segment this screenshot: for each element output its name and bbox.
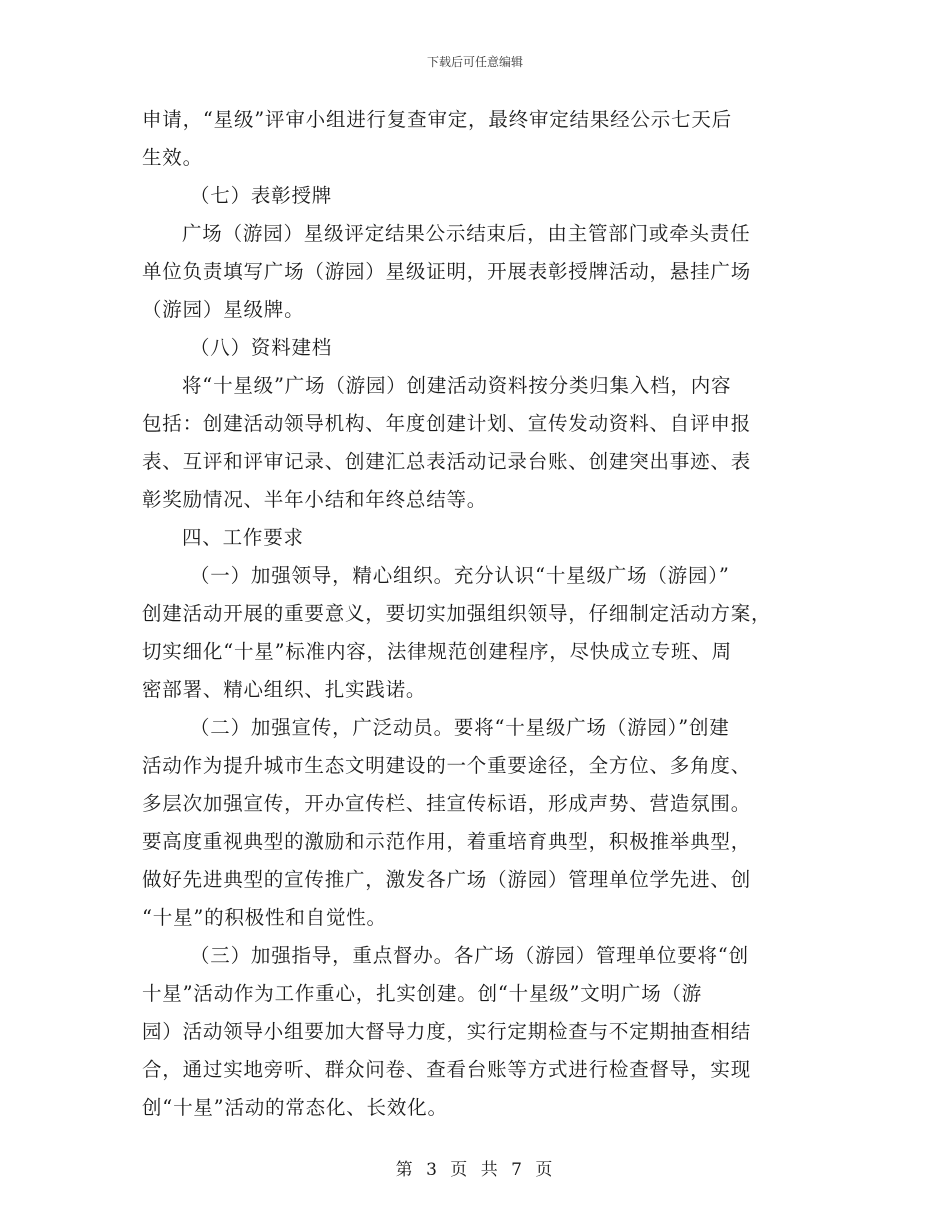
text-line: 彰奖励情况、半年小结和年终总结等。	[142, 488, 488, 511]
text-line: 申请，“星级”评审小组进行复查审定，最终审定结果经公示七天后	[142, 108, 732, 131]
text-line: 园）活动领导小组要加大督导力度，实行定期检查与不定期抽查相结	[142, 1020, 752, 1043]
text-line: 包括：创建活动领导机构、年度创建计划、宣传发动资料、自评申报	[142, 412, 752, 435]
text-line: （三）加强指导，重点督办。各广场（游园）管理单位要将“创	[190, 944, 749, 967]
text-line: （八）资料建档	[190, 336, 333, 359]
text-line: （游园）星级牌。	[142, 298, 305, 321]
page-number: 第 3 页 共 7 页	[395, 1160, 555, 1180]
text-line: 生效。	[142, 146, 203, 169]
text-line: 将“十星级”广场（游园）创建活动资料按分类归集入档，内容	[182, 374, 732, 397]
text-line: 要高度重视典型的激励和示范作用，着重培育典型，积极推举典型，	[142, 830, 752, 853]
text-line: 多层次加强宣传，开办宣传栏、挂宣传标语，形成声势、营造氛围。	[142, 792, 752, 815]
text-line: 四、工作要求	[182, 526, 304, 549]
text-line: （七）表彰授牌	[190, 184, 333, 207]
header-note: 下载后可任意编辑	[426, 55, 523, 69]
text-line: 切实细化“十星”标准内容，法律规范创建程序，尽快成立专班、周	[142, 640, 732, 663]
text-line: 密部署、精心组织、扎实践诺。	[142, 678, 427, 701]
text-line: 广场（游园）星级评定结果公示结束后，由主管部门或牵头责任	[182, 222, 751, 245]
text-line: 十星”活动作为工作重心，扎实创建。创“十星级”文明广场（游	[142, 982, 703, 1005]
text-line: 活动作为提升城市生态文明建设的一个重要途径，全方位、多角度、	[142, 754, 752, 777]
text-line: 创“十星”活动的常态化、长效化。	[142, 1096, 448, 1119]
document-body	[142, 101, 808, 1127]
text-line: 做好先进典型的宣传推广，激发各广场（游园）管理单位学先进、创	[142, 868, 752, 891]
text-line: 单位负责填写广场（游园）星级证明，开展表彰授牌活动，悬挂广场	[142, 260, 752, 283]
text-line: 表、互评和评审记录、创建汇总表活动记录台账、创建突出事迹、表	[142, 450, 752, 473]
text-line: 合，通过实地旁听、群众问卷、查看台账等方式进行检查督导，实现	[142, 1058, 752, 1081]
text-line: “十星”的积极性和自觉性。	[142, 906, 387, 929]
text-line: （二）加强宣传，广泛动员。要将“十星级广场（游园）”创建	[190, 716, 730, 739]
text-line: （一）加强领导，精心组织。充分认识“十星级广场（游园）”	[190, 564, 730, 587]
text-line: 创建活动开展的重要意义，要切实加强组织领导，仔细制定活动方案，	[142, 602, 772, 625]
